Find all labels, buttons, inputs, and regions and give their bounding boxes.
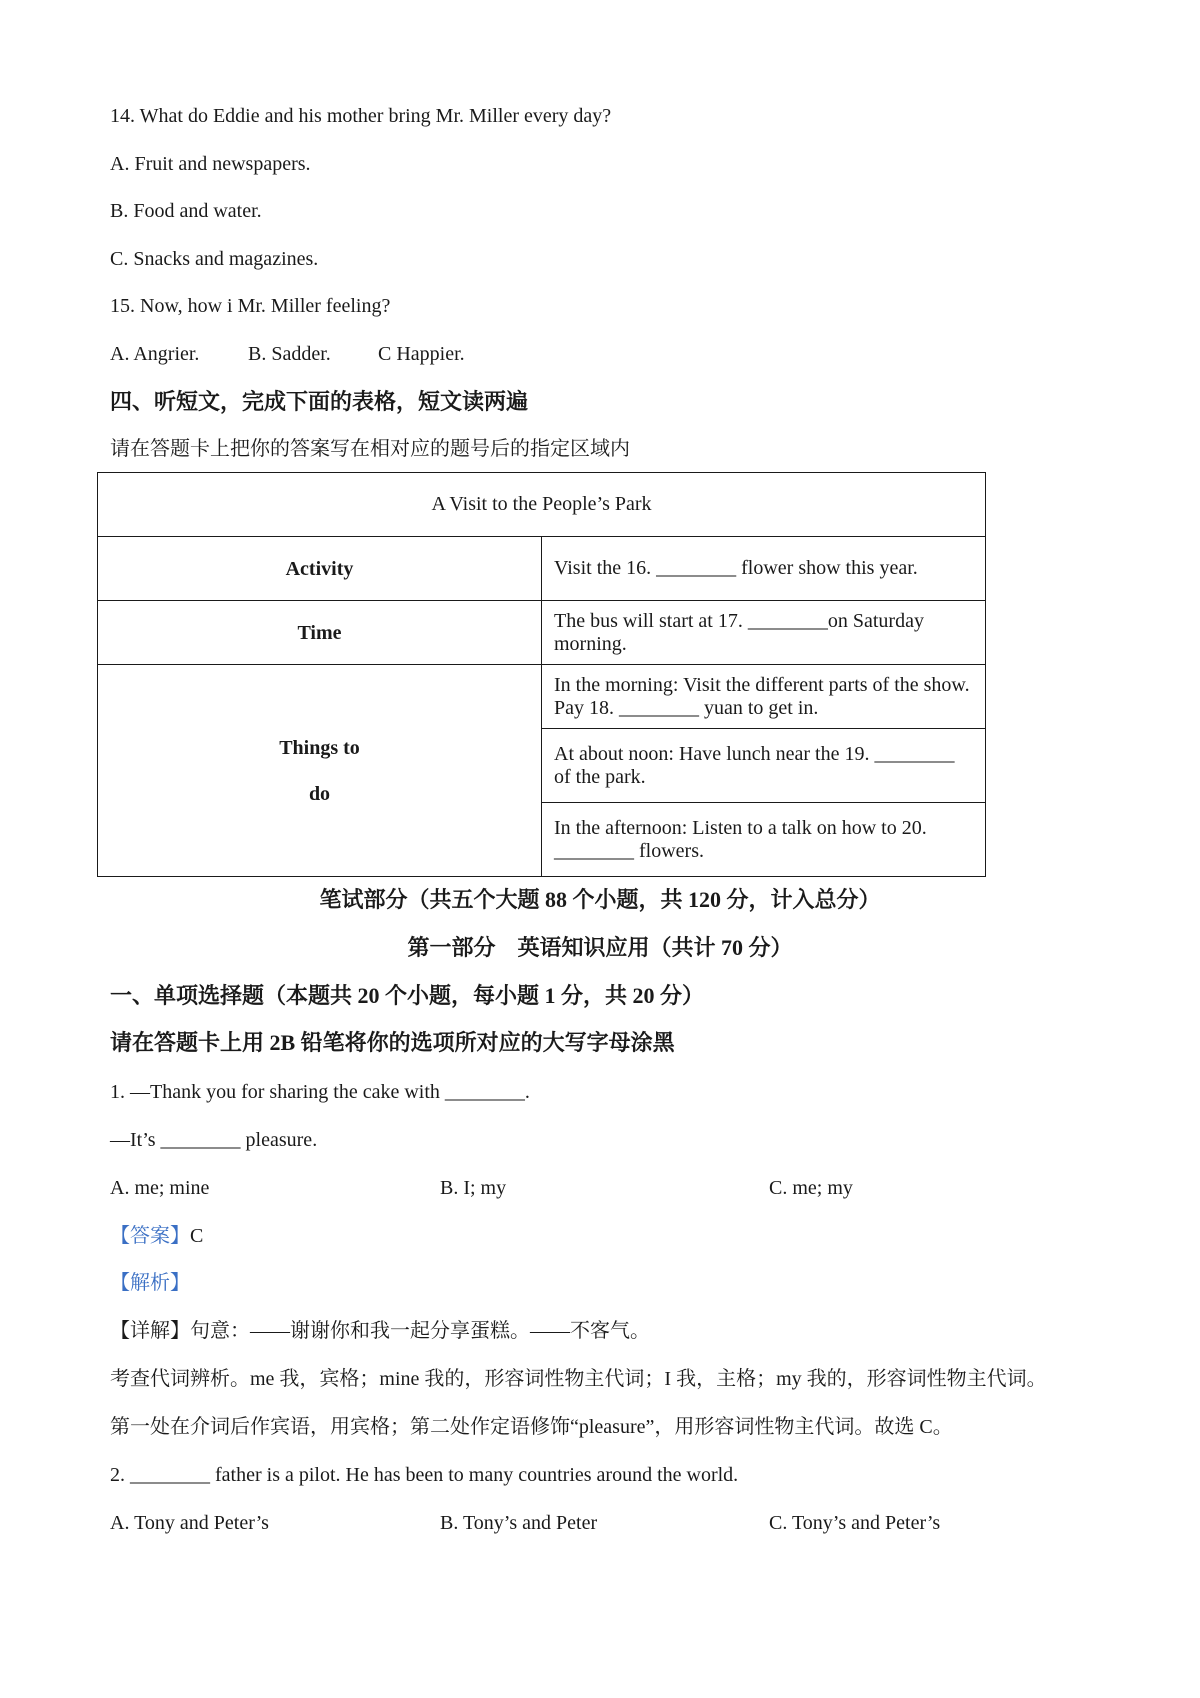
section4-title: 四、听短文，完成下面的表格，短文读两遍 (110, 389, 529, 414)
q1-answer (110, 1222, 203, 1250)
q1-option-a: A. me; mine (110, 1177, 210, 1199)
answer-tag: 【答案】 (110, 1225, 190, 1247)
q1-explain1: 考查代词辨析。me 我，宾格；mine 我的，形容词性物主代词；I 我，主格；my 我的，形容词性物主代词。 (110, 1368, 1047, 1390)
q15-option-b: B. Sadder. (248, 343, 331, 365)
q2-option-b: B. Tony’s and Peter (440, 1512, 598, 1534)
written-part-title: 笔试部分（共五个大题 88 个小题，共 120 分，计入总分） (319, 887, 881, 912)
morning-row: In the morning: Visit the different parts of the show. Pay 18. ________ yuan to get in. (542, 665, 986, 729)
q2-option-a: A. Tony and Peter’s (110, 1512, 269, 1534)
q2-option-c: C. Tony’s and Peter’s (769, 1512, 941, 1534)
things-to-do-label (98, 665, 542, 877)
q1-option-b: B. I; my (440, 1177, 507, 1199)
q14-option-b: B. Food and water. (110, 200, 262, 222)
q15-text: 15. Now, how i Mr. Miller feeling? (110, 295, 391, 317)
q1-line2: —It’s ________ pleasure. (110, 1129, 318, 1151)
q15-option-a: A. Angrier. (110, 343, 200, 365)
table-title: A Visit to the People’s Park (98, 473, 986, 537)
q1-explain2: 第一处在介词后作宾语，用宾格；第二处作定语修饰“pleasure”，用形容词性物主代词。故选 C。 (110, 1416, 953, 1438)
noon-row: At about noon: Have lunch near the 19. ________ of the park. (542, 729, 986, 803)
time-text: The bus will start at 17. ________on Saturday morning. (542, 601, 986, 665)
things-label-line1: Things to (279, 736, 360, 759)
q1-line1: 1. —Thank you for sharing the cake with ________. (110, 1081, 530, 1103)
section1-instruction: 请在答题卡上用 2B 铅笔将你的选项所对应的大写字母涂黑 (110, 1030, 675, 1055)
activity-label: Activity (98, 537, 542, 601)
part1-title: 第一部分 英语知识应用（共计 70 分） (407, 935, 793, 960)
q15-option-c: C Happier. (378, 343, 465, 365)
q1-option-c: C. me; my (769, 1177, 853, 1199)
q14-text: 14. What do Eddie and his mother bring Mr. Miller every day? (110, 105, 612, 127)
answer-value: C (190, 1225, 204, 1247)
activity-text: Visit the 16. ________ flower show this year. (542, 537, 986, 601)
q2-text: 2. ________ father is a pilot. He has been to many countries around the world. (110, 1464, 739, 1486)
q14-option-a: A. Fruit and newspapers. (110, 153, 311, 175)
section4-instruction: 请在答题卡上把你的答案写在相对应的题号后的指定区域内 (110, 438, 630, 460)
section1-title: 一、单项选择题（本题共 20 个小题，每小题 1 分，共 20 分） (110, 983, 705, 1008)
q1-detail: 【详解】句意：——谢谢你和我一起分享蛋糕。——不客气。 (110, 1320, 650, 1342)
time-label: Time (98, 601, 542, 665)
things-label-line2: do (308, 782, 331, 805)
analysis-tag: 【解析】 (110, 1272, 190, 1294)
afternoon-row: In the afternoon: Listen to a talk on how to 20. ________ flowers. (542, 803, 986, 877)
listening-table (97, 472, 986, 877)
q14-option-c: C. Snacks and magazines. (110, 248, 319, 270)
